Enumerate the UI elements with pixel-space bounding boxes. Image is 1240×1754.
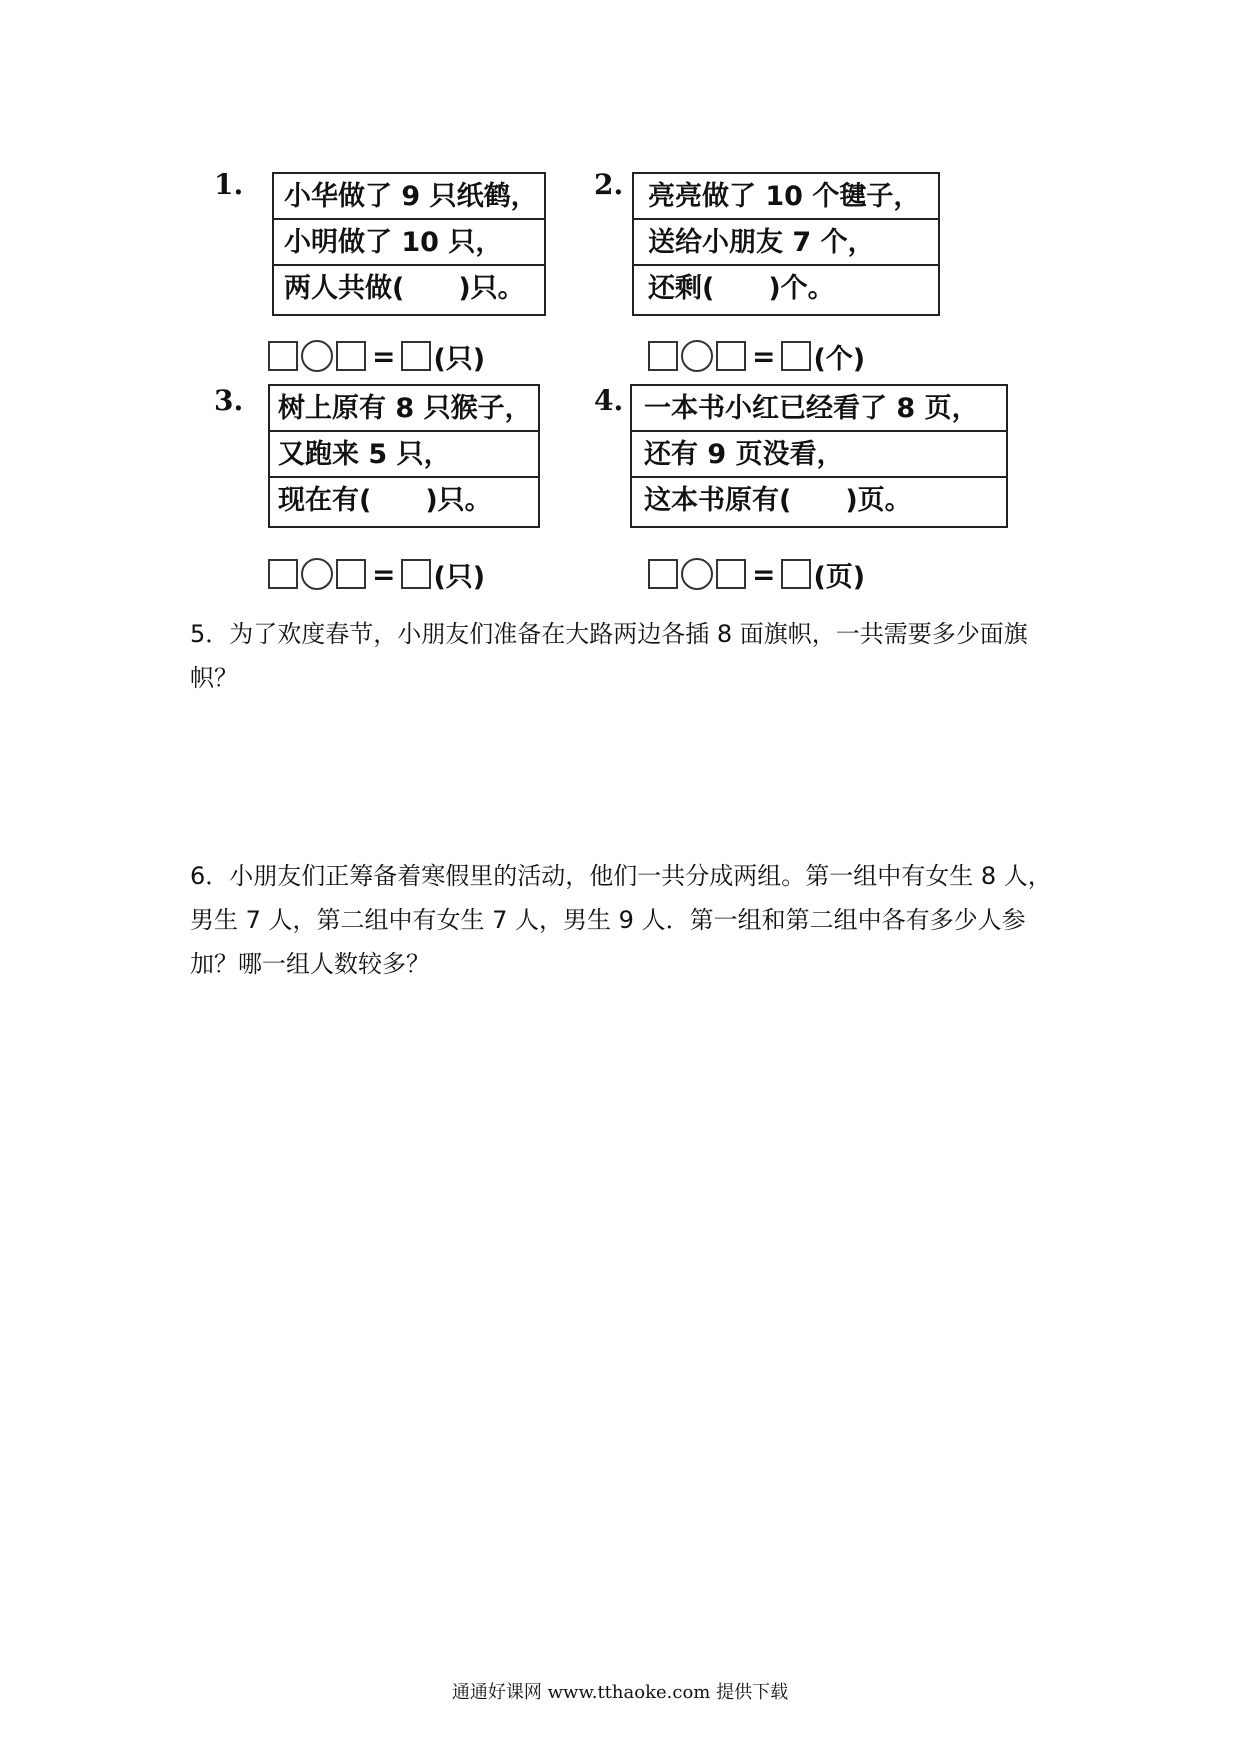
equals-sign: =: [752, 339, 776, 373]
answer-box[interactable]: [648, 559, 678, 589]
problem-line: 两人共做( )只。: [284, 273, 525, 304]
problem-box: [632, 172, 940, 316]
unit-label: (个): [813, 343, 866, 375]
unit-label: (页): [813, 561, 866, 593]
problem-line: 树上原有 8 只猴子，: [270, 386, 538, 432]
problem-box: [268, 384, 540, 528]
equation-row: [648, 338, 865, 374]
problem-line: 小华做了 9 只纸鹤，: [274, 174, 544, 220]
answer-box[interactable]: [268, 559, 298, 589]
answer-box[interactable]: [716, 559, 746, 589]
problem-line: 现在有( )只。: [278, 485, 492, 516]
problem-number: 1.: [214, 168, 244, 201]
equals-sign: =: [372, 339, 396, 373]
question-6: 6．小朋友们正筹备着寒假里的活动，他们一共分成两组。第一组中有女生 8 人，男生 7 人，第二组中有女生 7 人，男生 9 人．第一组和第二组中各有多少人参加？哪一组人数较多？: [190, 862, 1052, 978]
problem-line: 亮亮做了 10 个毽子，: [634, 174, 938, 220]
equals-sign: =: [752, 557, 776, 591]
problem-line: 还有 9 页没看，: [632, 432, 1006, 478]
equation-row: [268, 556, 485, 592]
problem-number: 3.: [214, 384, 244, 417]
answer-box[interactable]: [401, 341, 431, 371]
answer-box[interactable]: [401, 559, 431, 589]
operator-circle[interactable]: [681, 340, 713, 372]
equation-row: [648, 556, 865, 592]
answer-box[interactable]: [648, 341, 678, 371]
problem-box: [630, 384, 1008, 528]
problem-number: 2.: [594, 168, 624, 201]
problem-line: 小明做了 10 只，: [274, 220, 544, 266]
answer-box[interactable]: [716, 341, 746, 371]
answer-box[interactable]: [336, 341, 366, 371]
operator-circle[interactable]: [301, 558, 333, 590]
problem-number: 4.: [594, 384, 624, 417]
problem-box: [272, 172, 546, 316]
unit-label: (只): [433, 561, 486, 593]
problem-line: 又跑来 5 只，: [270, 432, 538, 478]
equals-sign: =: [372, 557, 396, 591]
operator-circle[interactable]: [681, 558, 713, 590]
problem-line: 送给小朋友 7 个，: [634, 220, 938, 266]
question-5: 5．为了欢度春节，小朋友们准备在大路两边各插 8 面旗帜，一共需要多少面旗帜？: [190, 620, 1028, 692]
problem-line: 还剩( )个。: [648, 273, 835, 304]
answer-box[interactable]: [781, 341, 811, 371]
equation-row: [268, 338, 485, 374]
page-footer: 通通好课网 www.tthaoke.com 提供下载: [451, 1682, 789, 1703]
answer-box[interactable]: [268, 341, 298, 371]
answer-box[interactable]: [336, 559, 366, 589]
problem-line: 这本书原有( )页。: [644, 485, 912, 516]
unit-label: (只): [433, 343, 486, 375]
problem-line: 一本书小红已经看了 8 页，: [632, 386, 1006, 432]
operator-circle[interactable]: [301, 340, 333, 372]
answer-box[interactable]: [781, 559, 811, 589]
